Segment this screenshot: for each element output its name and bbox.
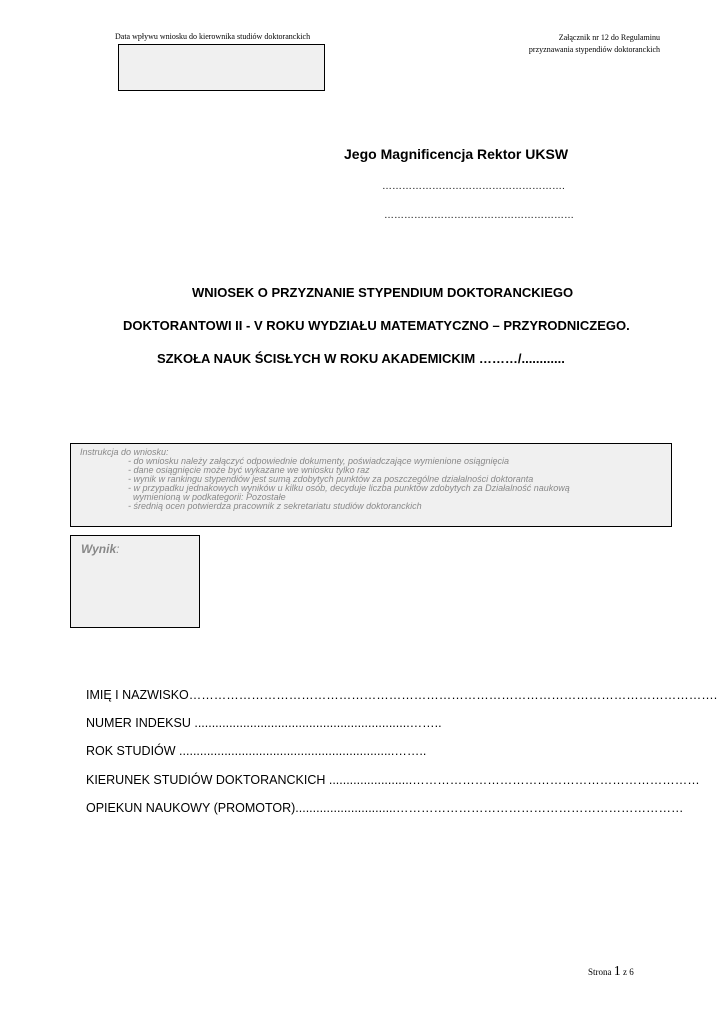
study-direction-field[interactable]: KIERUNEK STUDIÓW DOKTORANCKICH ........................…………………………………………………………… (86, 773, 700, 787)
supervisor-field[interactable]: OPIEKUN NAUKOWY (PROMOTOR).............................…………………………………………………………… (86, 801, 684, 815)
form-title-line2: DOKTORANTOWI II - V ROKU WYDZIAŁU MATEMATYCZNO – PRZYRODNICZEGO. (123, 318, 630, 333)
instruction-item: - wynik w rankingu stypendiów jest sumą zdobytych punktów za poszczególne działalności doktoranta (128, 474, 534, 484)
receipt-date-label: Data wpływu wniosku do kierownika studiów doktoranckich (115, 32, 311, 41)
name-field[interactable]: IMIĘ I NAZWISKO………………………………………………………………………………………………………………. (86, 688, 718, 702)
result-label-text: Wynik (81, 542, 117, 556)
attachment-note-line1: Załącznik nr 12 do Regulaminu (558, 33, 660, 42)
page-number-total: z 6 (623, 967, 634, 977)
instruction-item: wymienioną w podkategorii: Pozostałe (128, 492, 286, 502)
result-box[interactable] (70, 535, 200, 628)
addressee-dots-line1: ………………………………………………. (382, 181, 565, 192)
instructions-box (70, 443, 672, 527)
attachment-note (529, 32, 660, 56)
instruction-item: - średnią ocen potwierdza pracownik z sekretariatu studiów doktoranckich (128, 501, 422, 511)
page-number-prefix: Strona (588, 967, 612, 977)
receipt-date-box[interactable] (118, 44, 325, 91)
instruction-item: - dane osiągnięcie może być wykazane we wniosku tylko raz (128, 465, 370, 475)
study-year-field[interactable]: ROK STUDIÓW ..............................................................…….. (86, 744, 427, 758)
instruction-item: - do wniosku należy załączyć odpowiednie dokumenty, poświadczające wymienione osiągnięcia (128, 456, 510, 466)
attachment-note-line2: przyznawania stypendiów doktoranckich (528, 45, 660, 54)
instruction-item: - w przypadku jednakowych wyników u kilku osób, decyduje liczba punktów zdobytych za Działalność naukową (128, 483, 570, 493)
instructions-list (128, 457, 570, 511)
form-title-line3: SZKOŁA NAUK ŚCISŁYCH W ROKU AKADEMICKIM ………/............ (157, 351, 565, 366)
result-label-colon: : (116, 542, 120, 556)
addressee-dots-line2: ………………………………………………… (384, 210, 574, 221)
index-number-field[interactable]: NUMER INDEKSU ..............................................................…….. (86, 716, 442, 730)
addressee-title: Jego Magnificencja Rektor UKSW (344, 146, 569, 162)
result-label (81, 542, 119, 556)
instructions-title: Instrukcja do wniosku: (80, 447, 169, 457)
page-number (588, 964, 634, 980)
form-title-line1: WNIOSEK O PRZYZNANIE STYPENDIUM DOKTORANCKIEGO (192, 285, 574, 300)
page-number-current: 1 (613, 964, 621, 979)
